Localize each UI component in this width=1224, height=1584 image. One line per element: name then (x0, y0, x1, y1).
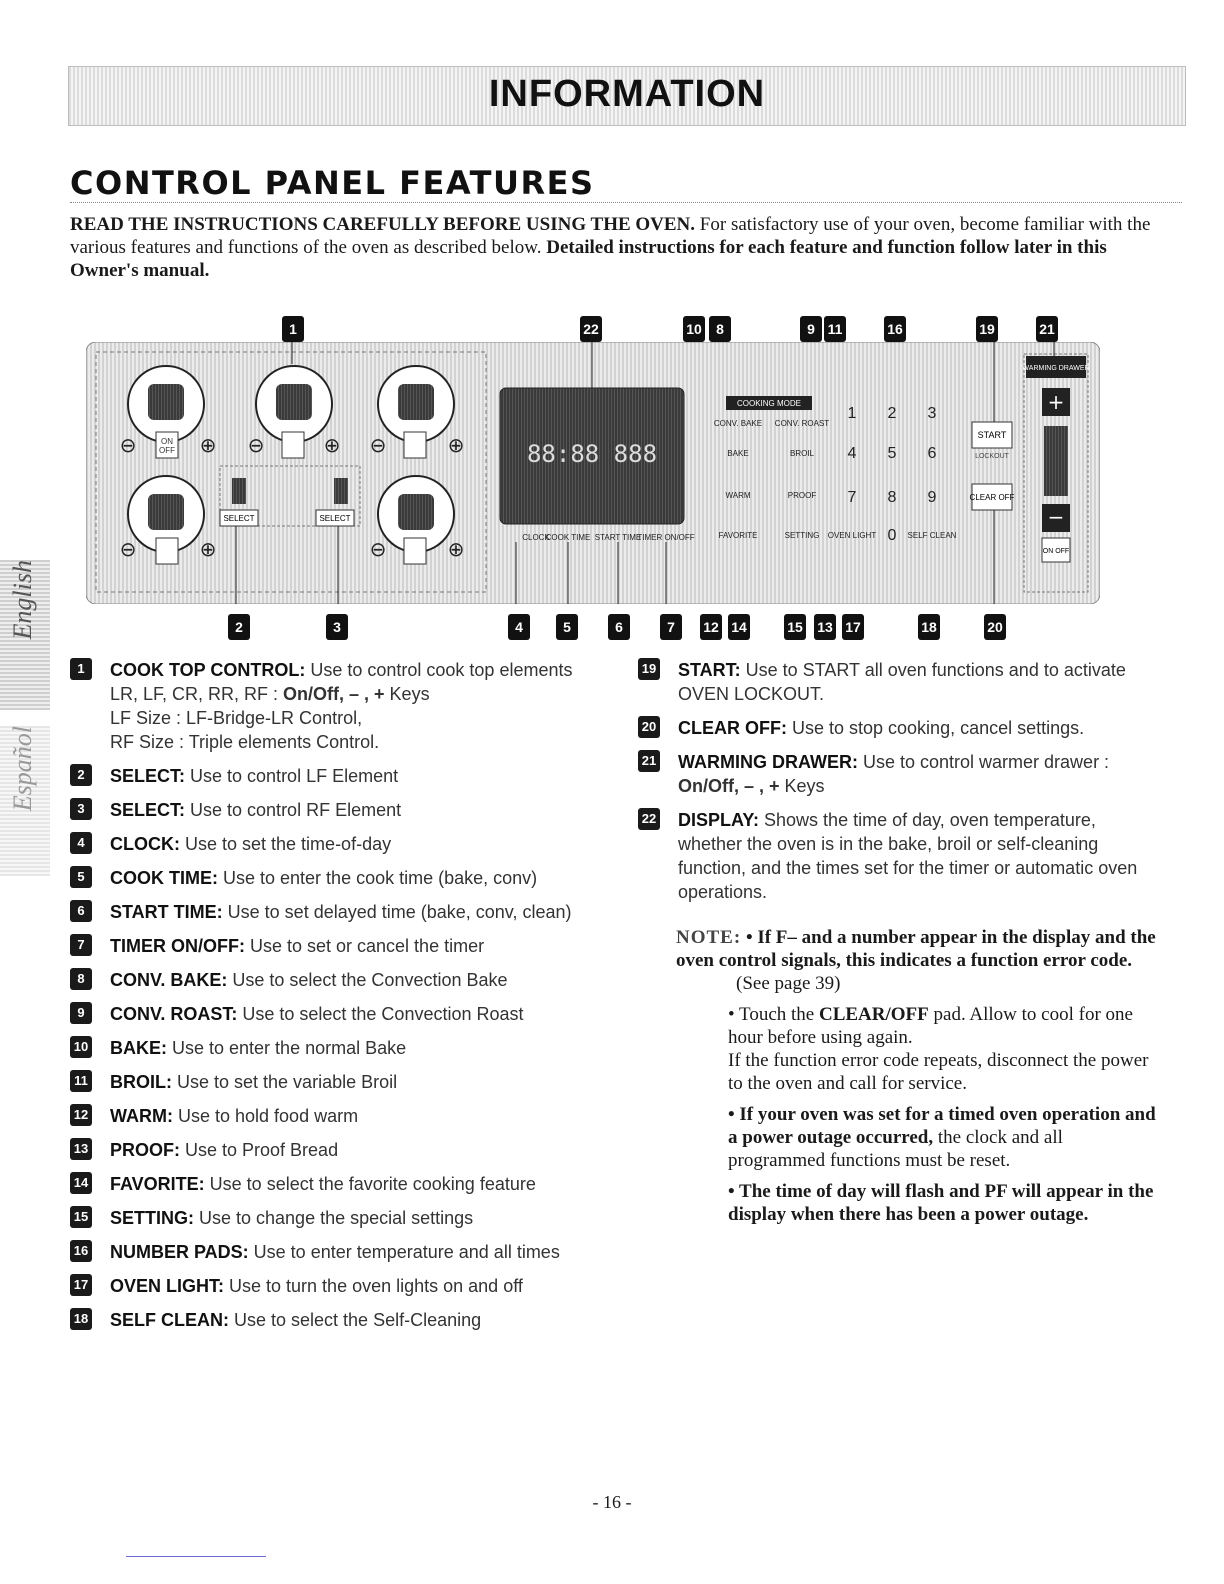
feature-desc: Use to turn the oven lights on and off (224, 1276, 523, 1296)
feature-8 (70, 968, 610, 992)
feature-term: PROOF: (110, 1140, 180, 1160)
feature-num: 11 (70, 1070, 92, 1092)
lockout-label: LOCKOUT (975, 453, 1009, 460)
callout-5: 5 (556, 614, 578, 640)
feature-desc: Use to START all oven functions and to activate OVEN LOCKOUT. (678, 660, 1126, 704)
control-panel-illustration (86, 342, 1100, 604)
callout-12: 12 (700, 614, 722, 640)
numpad-8: 8 (887, 489, 897, 506)
feature-term: DISPLAY: (678, 810, 760, 830)
feature-desc: Use to select the favorite cooking feature (204, 1174, 536, 1194)
wd-plus-icon: + (1047, 390, 1065, 414)
callout-9: 9 (800, 316, 822, 342)
knob-minus-rf: ⊖ (369, 537, 387, 561)
numpad-5: 5 (887, 445, 897, 462)
select-rf-label: SELECT (319, 514, 351, 523)
knob-minus-lf: ⊖ (119, 537, 137, 561)
key-self-clean: SELF CLEAN (907, 531, 957, 540)
feature-keys: On/Off, – , + (283, 684, 385, 704)
note-block (676, 926, 1156, 1234)
feature-desc: Use to enter the normal Bake (167, 1038, 407, 1058)
feature-num: 10 (70, 1036, 92, 1058)
note-b4-bold: • The time of day will flash and PF will appear in the display when there has been a power outage. (728, 1181, 1154, 1225)
feature-num: 22 (638, 808, 660, 830)
mode-conv-roast: CONV. ROAST (774, 419, 830, 428)
feature-num: 18 (70, 1308, 92, 1330)
callout-14: 14 (728, 614, 750, 640)
information-banner (68, 66, 1186, 126)
feature-term: CLOCK: (110, 834, 180, 854)
feature-term: SETTING: (110, 1208, 194, 1228)
feature-num: 12 (70, 1104, 92, 1126)
display-window (500, 388, 684, 524)
feature-desc: Use to set the time-of-day (180, 834, 392, 854)
feature-desc: Use to control LF Element (185, 766, 399, 786)
feature-desc: Shows the time of day, oven temperature, whether the oven is in the bake, broil or self-cleaning function, and the times set for the timer or automatic oven operations. (678, 810, 1138, 902)
feature-15 (70, 1206, 610, 1230)
knob-plus-lf: ⊕ (199, 537, 217, 561)
key-start-time: START TIME (594, 533, 642, 542)
feature-num: 19 (638, 658, 660, 680)
banner-title: INFORMATION (488, 73, 766, 115)
note-b2-more: If the function error code repeats, disconnect the power to the oven and call for service. (728, 1050, 1149, 1094)
wd-onoff-label: ON OFF (1042, 548, 1070, 555)
feature-term: TIMER ON/OFF: (110, 936, 245, 956)
features-right-list (638, 658, 1138, 914)
feature-9 (70, 1002, 610, 1026)
feature-desc: Use to select the Convection Roast (237, 1004, 524, 1024)
cooking-mode-header: COOKING MODE (736, 399, 802, 408)
note-b3-post: the clock and all programmed functions must be reset. (728, 1127, 1063, 1171)
feature-4 (70, 832, 610, 856)
knob-minus-rr: ⊖ (369, 433, 387, 457)
feature-desc: Use to select the Self-Cleaning (229, 1310, 482, 1330)
mode-broil: BROIL (789, 449, 815, 458)
feature-16 (70, 1240, 610, 1264)
intro-body: For satisfactory use of your oven, become familiar with the various features and functions of the oven as described below. (70, 214, 1151, 258)
feature-num: 17 (70, 1274, 92, 1296)
feature-14 (70, 1172, 610, 1196)
feature-19 (638, 658, 1138, 706)
callout-6: 6 (608, 614, 630, 640)
knob-rr[interactable] (378, 366, 454, 442)
feature-6 (70, 900, 610, 924)
numpad-9: 9 (927, 489, 937, 506)
feature-sub-line: LF Size : LF-Bridge-LR Control, (110, 708, 363, 728)
knob-plus: ⊕ (199, 433, 217, 457)
callout-4: 4 (508, 614, 530, 640)
feature-term: CLEAR OFF: (678, 718, 787, 738)
feature-21: 21 WARMING DRAWER: Use to control warmer drawer : On/Off, – , + Keys (638, 750, 1138, 798)
feature-num: 14 (70, 1172, 92, 1194)
wd-minus-icon: − (1047, 505, 1065, 529)
feature-2 (70, 764, 610, 788)
warming-drawer-label: WARMING DRAWER (1022, 365, 1090, 372)
note-b2-post: pad. Allow to cool for one hour before using again. (728, 1004, 1133, 1048)
feature-desc: Use to control RF Element (185, 800, 402, 820)
knob-lr[interactable] (128, 366, 204, 442)
mode-warm: WARM (725, 491, 751, 500)
feature-term: CONV. ROAST: (110, 1004, 238, 1024)
mode-favorite: FAVORITE (718, 531, 758, 540)
start-label: START (977, 430, 1007, 440)
callout-10: 10 (683, 316, 705, 342)
note-b1-ref: (See page 39) (736, 973, 841, 994)
callout-22: 22 (580, 316, 602, 342)
callout-13: 13 (814, 614, 836, 640)
knob-minus-cr: ⊖ (247, 433, 265, 457)
feature-num: 9 (70, 1002, 92, 1024)
feature-sub-line: RF Size : Triple elements Control. (110, 732, 380, 752)
knob-plus-cr: ⊕ (323, 433, 341, 457)
key-clock: CLOCK (522, 533, 550, 542)
feature-num: 13 (70, 1138, 92, 1160)
feature-desc: Use to control cook top elements (305, 660, 573, 680)
select-lf-key[interactable] (220, 510, 258, 526)
callout-8: 8 (709, 316, 731, 342)
english-tab[interactable] (0, 560, 50, 710)
callout-11: 11 (824, 316, 846, 342)
numpad-7: 7 (847, 489, 857, 506)
feature-num: 16 (70, 1240, 92, 1262)
feature-term: BAKE: (110, 1038, 167, 1058)
numpad-4: 4 (847, 445, 857, 462)
key-timer: TIMER ON/OFF (637, 533, 695, 542)
knob-plus-rf: ⊕ (447, 537, 465, 561)
feature-7 (70, 934, 610, 958)
feature-term: START TIME: (110, 902, 223, 922)
feature-num: 4 (70, 832, 92, 854)
feature-desc: Use to set delayed time (bake, conv, clean) (222, 902, 572, 922)
feature-desc: Use to hold food warm (172, 1106, 359, 1126)
note-b1: • If F– and a number appear in the display and the oven control signals, this indicates a function error code. (676, 927, 1156, 971)
feature-num: 7 (70, 934, 92, 956)
feature-1 (70, 658, 610, 754)
feature-num: 15 (70, 1206, 92, 1228)
feature-term: SELF CLEAN: (110, 1310, 229, 1330)
feature-num: 1 (70, 658, 92, 680)
mode-proof: PROOF (787, 491, 817, 500)
intro-paragraph (70, 213, 1180, 282)
note-b2-bold: CLEAR/OFF (818, 1004, 929, 1025)
english-tab-label: English (8, 560, 37, 640)
feature-keys: On/Off, – , + (678, 776, 780, 796)
feature-term: BROIL: (110, 1072, 172, 1092)
feature-22 (638, 808, 1138, 904)
knob-on-label: ON (161, 437, 173, 446)
key-oven-light: OVEN LIGHT (827, 531, 877, 540)
feature-desc: Use to change the special settings (194, 1208, 474, 1228)
callout-21: 21 (1036, 316, 1058, 342)
feature-5 (70, 866, 610, 890)
feature-18 (70, 1308, 610, 1332)
knob-plus-rr: ⊕ (447, 433, 465, 457)
feature-num: 5 (70, 866, 92, 888)
note-label: NOTE: (676, 927, 742, 948)
intro-lead: READ THE INSTRUCTIONS CAREFULLY BEFORE USING THE OVEN. (70, 214, 696, 235)
feature-sub-line: LR, LF, CR, RR, RF : On/Off, – , + Keys (110, 684, 430, 704)
feature-3 (70, 798, 610, 822)
feature-term: FAVORITE: (110, 1174, 205, 1194)
feature-num: 2 (70, 764, 92, 786)
numpad-3: 3 (927, 405, 937, 422)
mode-conv-bake: CONV. BAKE (713, 419, 763, 428)
espanol-tab-label: Español (8, 726, 37, 812)
callout-20: 20 (984, 614, 1006, 640)
clear-off-key[interactable] (970, 484, 1015, 510)
clear-off-label: CLEAR OFF (969, 493, 1015, 502)
feature-term: OVEN LIGHT: (110, 1276, 225, 1296)
note-b2-pre: • Touch the (728, 1004, 819, 1025)
start-key[interactable] (972, 422, 1012, 448)
feature-term: COOK TOP CONTROL: (110, 660, 306, 680)
callout-3: 3 (326, 614, 348, 640)
select-rf-key[interactable] (316, 510, 354, 526)
feature-term: COOK TIME: (110, 868, 218, 888)
feature-num: 8 (70, 968, 92, 990)
feature-term: WARMING DRAWER: (678, 752, 858, 772)
feature-13 (70, 1138, 610, 1162)
feature-num: 21 (638, 750, 660, 772)
callout-17: 17 (842, 614, 864, 640)
callout-7: 7 (660, 614, 682, 640)
feature-term: CONV. BAKE: (110, 970, 228, 990)
feature-term: SELECT: (110, 800, 186, 820)
intro-tail: Detailed instructions for each feature and function follow later in this Owner's manual. (70, 237, 1107, 281)
note-b3-bold: • If your oven was set for a timed oven operation and a power outage occurred, (728, 1104, 1156, 1148)
section-divider (70, 202, 1182, 203)
numpad-1: 1 (847, 405, 857, 422)
footer-line (126, 1556, 266, 1557)
espanol-tab[interactable] (0, 726, 50, 876)
section-title: CONTROL PANEL FEATURES (70, 164, 595, 202)
feature-desc: Use to select the Convection Bake (227, 970, 508, 990)
feature-term: WARM: (110, 1106, 173, 1126)
numpad-6: 6 (927, 445, 937, 462)
callout-18: 18 (918, 614, 940, 640)
numpad-0: 0 (887, 527, 897, 544)
knob-minus: ⊖ (119, 433, 137, 457)
feature-17 (70, 1274, 610, 1298)
feature-num: 6 (70, 900, 92, 922)
feature-num: 20 (638, 716, 660, 738)
page-number: - 16 - (592, 1492, 632, 1512)
callout-19: 19 (976, 316, 998, 342)
features-left-list (70, 658, 610, 1342)
feature-desc: Use to stop cooking, cancel settings. (786, 718, 1085, 738)
display-digits: 88:88 888 (526, 440, 658, 468)
callout-15: 15 (784, 614, 806, 640)
feature-12 (70, 1104, 610, 1128)
callout-16: 16 (884, 316, 906, 342)
select-lf-label: SELECT (223, 514, 255, 523)
feature-10 (70, 1036, 610, 1060)
callout-2: 2 (228, 614, 250, 640)
callout-1: 1 (282, 316, 304, 342)
feature-desc: Use to control warmer drawer : (857, 752, 1110, 772)
feature-desc: Use to Proof Bread (180, 1140, 339, 1160)
feature-num: 3 (70, 798, 92, 820)
feature-term: SELECT: (110, 766, 186, 786)
knob-cr[interactable] (256, 366, 332, 442)
feature-desc: Use to set or cancel the timer (244, 936, 485, 956)
feature-term: NUMBER PADS: (110, 1242, 249, 1262)
feature-desc: Use to enter temperature and all times (248, 1242, 560, 1262)
feature-11 (70, 1070, 610, 1094)
feature-desc: Use to set the variable Broil (172, 1072, 398, 1092)
feature-desc: Use to enter the cook time (bake, conv) (218, 868, 538, 888)
mode-setting: SETTING (784, 531, 820, 540)
feature-term: START: (678, 660, 741, 680)
knob-off-label: OFF (159, 446, 175, 455)
key-cook-time: COOK TIME (545, 533, 591, 542)
numpad-2: 2 (887, 405, 897, 422)
feature-20 (638, 716, 1138, 740)
mode-bake: BAKE (727, 449, 749, 458)
